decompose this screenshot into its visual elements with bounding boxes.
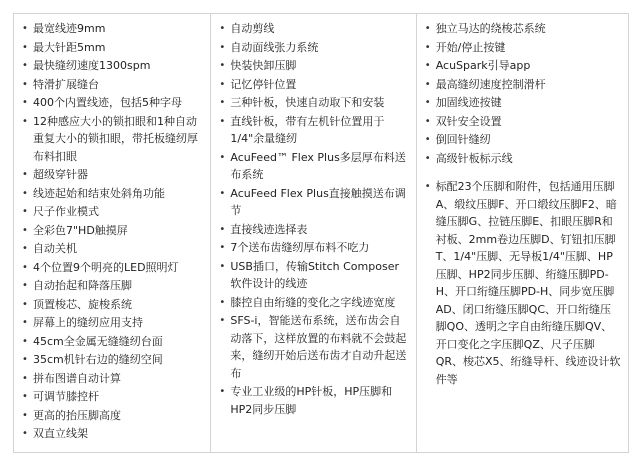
list-item: • 专业工业级的HP针板，HP压脚和HP2同步压脚 xyxy=(218,383,409,418)
list-item: • AcuFeed™ Flex Plus多层厚布料送布系统 xyxy=(218,149,409,184)
list-item: • USB插口，传输Stitch Composer软件设计的线迹 xyxy=(218,258,409,293)
spec-column-3 xyxy=(417,14,628,452)
list-item: • 三种针板，快速自动取下和安装 xyxy=(218,94,409,112)
list-item: • 最快缝纫速度1300spm xyxy=(21,57,204,75)
list-item: • 倒回针缝纫 xyxy=(424,131,622,149)
list-item: • 最宽线迹9mm xyxy=(21,20,204,38)
list-item: • 线迹起始和结束处斜角功能 xyxy=(21,185,204,203)
list-item: • 膝控自由绗缝的变化之字线迹宽度 xyxy=(218,294,409,312)
list-item: • SFS-i，智能送布系统，送布齿会自动落下，这样放置的布料就不会鼓起来，缝纫开始后送布齿才自动升起送布 xyxy=(218,312,409,382)
list-item: • AcuFeed Flex Plus直接触摸送布调节 xyxy=(218,185,409,220)
list-item: • 45cm全金属无缝缝纫台面 xyxy=(21,333,204,351)
list-item: • 最大针距5mm xyxy=(21,39,204,57)
list-item: • AcuSpark引导app xyxy=(424,57,622,75)
list-item: • 快装快卸压脚 xyxy=(218,57,409,75)
list-item: • 独立马达的绕梭芯系统 xyxy=(424,20,622,38)
list-item: • 400个内置线迹，包括5种字母 xyxy=(21,94,204,112)
feature-list-1 xyxy=(21,20,204,443)
list-item: • 自动面线张力系统 xyxy=(218,39,409,57)
list-item: • 双直立线架 xyxy=(21,425,204,443)
list-item: • 顶置梭芯、旋梭系统 xyxy=(21,296,204,314)
feature-list-2 xyxy=(218,20,409,418)
list-item: • 12种感应大小的锁扣眼和1种自动重复大小的锁扣眼，带托板缝纫厚布料扣眼 xyxy=(21,113,204,166)
list-item: • 全彩色7"HD触摸屏 xyxy=(21,222,204,240)
list-item: • 开始/停止按键 xyxy=(424,39,622,57)
list-item: • 屏幕上的缝纫应用支持 xyxy=(21,314,204,332)
list-item: • 特滑扩展缝台 xyxy=(21,76,204,94)
list-item: • 记忆停针位置 xyxy=(218,76,409,94)
list-item: • 直接线迹选择表 xyxy=(218,221,409,239)
list-item: • 尺子作业模式 xyxy=(21,203,204,221)
accessories-item: • 标配23个压脚和附件，包括通用压脚A、缎纹压脚F、开口缎纹压脚F2、暗缝压脚G、拉链压脚E、扣眼压脚R和衬板、2mm卷边压脚D、钉钮扣压脚T、1/4"压脚、无导板1/4"压脚、HP压脚、HP2同步压脚、绗缝压脚PD-H、开口绗缝压脚PD-H、同步宽压脚AD、闭口绗缝压脚QC、开口绗缝压脚QO、透明之字自由绗缝压脚QV、开口变化之字压脚QZ、尺子压脚QR、梭芯X5、绗缝导杆、线迹设计软件等 xyxy=(424,178,622,388)
list-item: • 更高的抬压脚高度 xyxy=(21,407,204,425)
accessory-list xyxy=(424,178,622,388)
list-item: • 超级穿针器 xyxy=(21,166,204,184)
list-item: • 双针安全设置 xyxy=(424,113,622,131)
list-item: • 4个位置9个明亮的LED照明灯 xyxy=(21,259,204,277)
list-item: • 最高缝纫速度控制滑杆 xyxy=(424,76,622,94)
list-item: • 7个送布齿缝纫厚布料不吃力 xyxy=(218,239,409,257)
list-item: • 自动关机 xyxy=(21,240,204,258)
spec-column-2 xyxy=(211,14,416,452)
list-item: • 加固线迹按键 xyxy=(424,94,622,112)
list-item: • 直线针板，带有左机针位置用于1/4"余量缝纫 xyxy=(218,113,409,148)
list-item: • 拼布图谱自动计算 xyxy=(21,370,204,388)
list-item: • 可调节膝控杆 xyxy=(21,388,204,406)
spec-column-1 xyxy=(14,14,211,452)
list-spacer xyxy=(424,168,622,178)
spec-table xyxy=(13,13,629,453)
list-item: • 35cm机针右边的缝纫空间 xyxy=(21,351,204,369)
list-item: • 自动剪线 xyxy=(218,20,409,38)
list-item: • 自动抬起和降落压脚 xyxy=(21,277,204,295)
list-item: • 高级针板标示线 xyxy=(424,150,622,168)
feature-list-3 xyxy=(424,20,622,167)
